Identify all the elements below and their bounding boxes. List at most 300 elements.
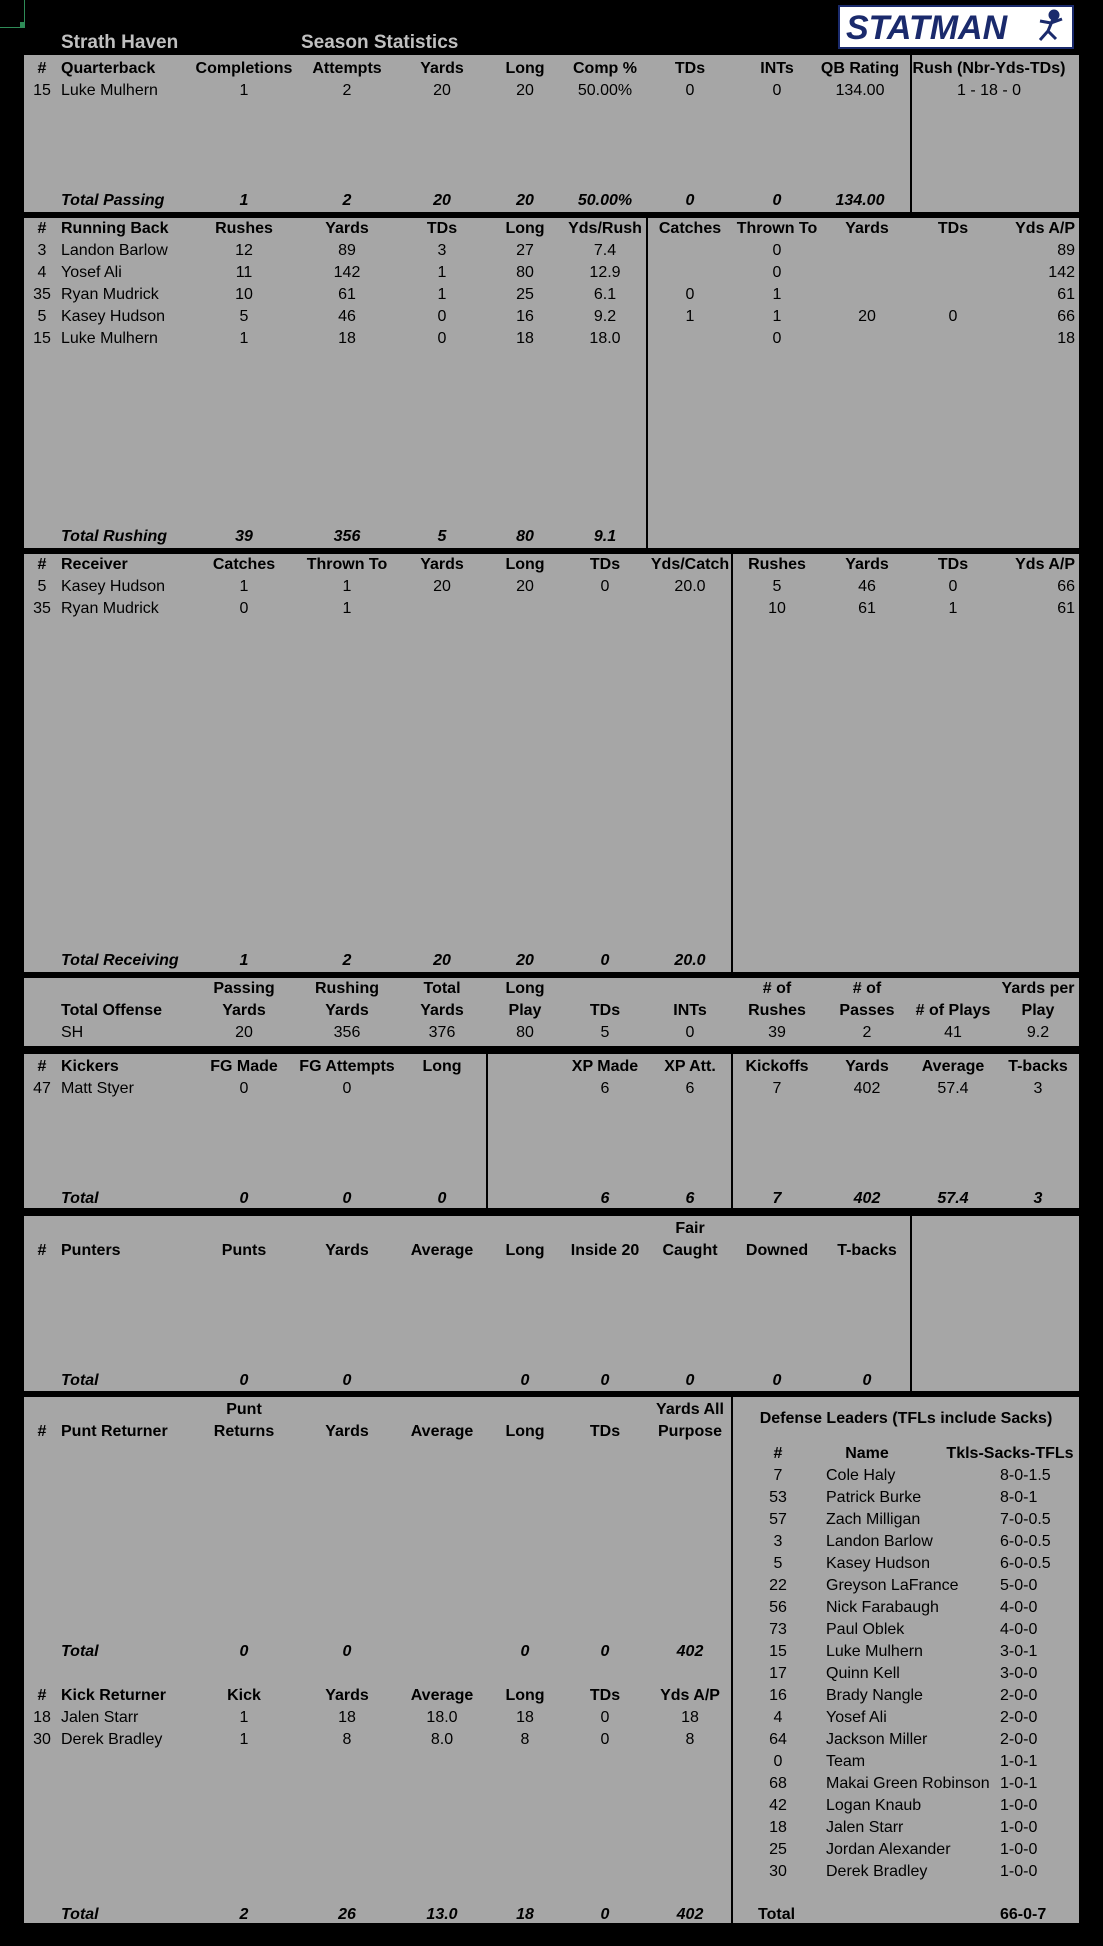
receiving-total-cell: Total Receiving: [61, 952, 179, 969]
passing-header-cell: Attempts: [312, 60, 382, 77]
receiving-total-cell: 20.0: [674, 952, 706, 969]
kick-return-row-cell: Jalen Starr: [61, 1709, 139, 1726]
defense-row-cell: 6-0-0.5: [1000, 1533, 1051, 1550]
punters-total-cell: 0: [239, 1372, 249, 1389]
punt-return-header-cell: Returns: [213, 1423, 275, 1440]
rushing-header-cell: #: [37, 220, 47, 237]
rushing-row-cell: 18: [338, 330, 356, 347]
receiving-total-cell: 20: [433, 952, 451, 969]
defense-row-cell: 5: [773, 1555, 783, 1572]
kickers-row-cell: 0: [342, 1080, 352, 1097]
rushing-row-cell: 5: [239, 308, 249, 325]
passing-row-cell: 1: [239, 82, 249, 99]
defense-row-cell: 2-0-0: [1000, 1709, 1038, 1726]
rushing-row-cell: 4: [37, 264, 47, 281]
receiving-header-cell: TDs: [937, 556, 969, 573]
rushing-row-cell: 0: [685, 286, 695, 303]
rushing-total-cell: 80: [516, 528, 534, 545]
receiving-header-cell: Thrown To: [306, 556, 388, 573]
rushing-row-cell: 3: [37, 242, 47, 259]
kickers-header-cell: T-backs: [1008, 1058, 1068, 1075]
offense-header-cell: Play: [508, 1002, 542, 1019]
offense-row-cell: 2: [862, 1024, 872, 1041]
receiving-row-cell: 10: [768, 600, 786, 617]
kickers-total-cell: 6: [685, 1190, 695, 1207]
rushing-header-cell: Thrown To: [736, 220, 818, 237]
rushing-row-cell: Landon Barlow: [61, 242, 168, 259]
punters-divider: [910, 1216, 912, 1391]
defense-row-cell: 1-0-0: [1000, 1819, 1038, 1836]
kick-return-total-cell: 13.0: [426, 1906, 458, 1923]
defense-row-cell: 1-0-0: [1000, 1863, 1038, 1880]
receiving-row-cell: 1: [342, 600, 352, 617]
defense-row-cell: 56: [769, 1599, 787, 1616]
passing-row-cell: Luke Mulhern: [61, 82, 158, 99]
rushing-row-cell: 61: [338, 286, 356, 303]
rushing-row-cell: 6.1: [593, 286, 617, 303]
receiving-row-cell: 20.0: [674, 578, 706, 595]
rushing-row-cell: 89: [338, 242, 356, 259]
punters-header-cell: Caught: [662, 1242, 718, 1259]
passing-header-cell: Yards: [420, 60, 464, 77]
punters-header-cell: Punters: [61, 1242, 121, 1259]
passing-total-cell: Total Passing: [61, 192, 165, 209]
defense-row-cell: Luke Mulhern: [826, 1643, 923, 1660]
runner-icon: [1040, 11, 1062, 40]
receiving-header-cell: #: [37, 556, 47, 573]
kick-return-row-cell: 8: [342, 1731, 352, 1748]
passing-row-cell: 15: [33, 82, 51, 99]
kick-return-row-cell: 1: [239, 1709, 249, 1726]
receiving-total-cell: 1: [239, 952, 249, 969]
defense-row-cell: Jordan Alexander: [826, 1841, 951, 1858]
defense-row-cell: Landon Barlow: [826, 1533, 933, 1550]
rushing-row-cell: 25: [516, 286, 534, 303]
receiving-row-cell: 1: [239, 578, 249, 595]
page-title: Season Statistics: [301, 32, 459, 53]
passing-header-cell: #: [37, 60, 47, 77]
offense-row-cell: 20: [235, 1024, 253, 1041]
receiving-row-cell: 5: [37, 578, 47, 595]
punters-header-cell: #: [37, 1242, 47, 1259]
punters-header-cell: Yards: [325, 1242, 369, 1259]
receiving-row-cell: 20: [516, 578, 534, 595]
rushing-header-cell: Yds/Rush: [568, 220, 642, 237]
rushing-row-cell: 9.2: [593, 308, 617, 325]
punt-return-header-cell: Punt: [226, 1401, 262, 1418]
punters-total-cell: Total: [61, 1372, 99, 1389]
rushing-total-cell: 9.1: [593, 528, 617, 545]
kick-return-row-cell: 8.0: [430, 1731, 454, 1748]
offense-header-cell: Passing: [213, 980, 275, 997]
offense-header-cell: Rushing: [315, 980, 379, 997]
kickers-row-cell: Matt Styer: [61, 1080, 134, 1097]
rushing-row-cell: 18: [1057, 330, 1075, 347]
defense-row-cell: 1-0-1: [1000, 1775, 1038, 1792]
rushing-header-cell: TDs: [426, 220, 458, 237]
receiving-section: [24, 554, 1079, 972]
receiving-row-cell: Ryan Mudrick: [61, 600, 159, 617]
rushing-row-cell: 46: [338, 308, 356, 325]
passing-row-cell: 134.00: [835, 82, 885, 99]
rushing-row-cell: Ryan Mudrick: [61, 286, 159, 303]
rushing-row-cell: 12.9: [589, 264, 621, 281]
punters-total-cell: 0: [520, 1372, 530, 1389]
defense-row-cell: 4-0-0: [1000, 1621, 1038, 1638]
punters-section: [24, 1216, 1079, 1391]
kick-return-total-cell: 402: [676, 1906, 704, 1923]
passing-total-cell: 50.00%: [577, 192, 633, 209]
kickers-header-cell: XP Att.: [664, 1058, 716, 1075]
rushing-header-cell: Rushes: [215, 220, 273, 237]
kickers-row-cell: 3: [1033, 1080, 1043, 1097]
rushing-row-cell: Yosef Ali: [61, 264, 122, 281]
kickers-header-cell: Average: [921, 1058, 985, 1075]
passing-total-cell: 134.00: [835, 192, 885, 209]
receiving-header-cell: Yds/Catch: [650, 556, 730, 573]
punters-header-cell: Downed: [745, 1242, 809, 1259]
rushing-row-cell: 35: [33, 286, 51, 303]
receiving-row-cell: 46: [858, 578, 876, 595]
offense-row-cell: 0: [685, 1024, 695, 1041]
rushing-row-cell: 1: [239, 330, 249, 347]
receiving-row-cell: 35: [33, 600, 51, 617]
kickers-total-cell: Total: [61, 1190, 99, 1207]
receiving-row-cell: 5: [772, 578, 782, 595]
rushing-row-cell: 142: [1048, 264, 1075, 281]
defense-header-cell: Name: [845, 1445, 889, 1462]
rushing-row-cell: 0: [772, 242, 782, 259]
passing-row-cell: 1 - 18 - 0: [956, 82, 1022, 99]
defense-row-cell: 2-0-0: [1000, 1731, 1038, 1748]
rushing-total-cell: Total Rushing: [61, 528, 168, 545]
kickers-divider-left: [486, 1054, 488, 1208]
passing-header-cell: Completions: [195, 60, 293, 77]
defense-row-cell: 1-0-0: [1000, 1797, 1038, 1814]
rushing-header-cell: Yds A/P: [1015, 220, 1075, 237]
kickers-row-cell: 7: [772, 1080, 782, 1097]
defense-row-cell: 1-0-0: [1000, 1841, 1038, 1858]
defense-header-cell: Tkls-Sacks-TFLs: [946, 1445, 1074, 1462]
defense-row-cell: Patrick Burke: [826, 1489, 922, 1506]
kick-return-row-cell: 18: [681, 1709, 699, 1726]
receiving-header-cell: Receiver: [61, 556, 128, 573]
receiving-row-cell: Kasey Hudson: [61, 578, 166, 595]
rushing-total-cell: 356: [333, 528, 361, 545]
receiving-header-cell: Yds A/P: [1015, 556, 1075, 573]
receiving-header-cell: Yards: [420, 556, 464, 573]
statman-logo: [838, 5, 1074, 49]
kick-return-total-cell: 26: [338, 1906, 356, 1923]
offense-header-cell: Yards: [420, 1002, 464, 1019]
defense-header-cell: #: [773, 1445, 783, 1462]
rushing-row-cell: 3: [437, 242, 447, 259]
defense-row-cell: 3: [773, 1533, 783, 1550]
passing-row-cell: 20: [433, 82, 451, 99]
punters-header-cell: Punts: [221, 1242, 267, 1259]
passing-total-cell: 2: [342, 192, 352, 209]
kick-return-header-cell: Kick Returner: [61, 1687, 166, 1704]
kickers-row-cell: 6: [685, 1080, 695, 1097]
rushing-row-cell: 7.4: [593, 242, 617, 259]
receiving-header-cell: Yards: [845, 556, 889, 573]
punters-header-cell: T-backs: [837, 1242, 897, 1259]
defense-row-cell: 4-0-0: [1000, 1599, 1038, 1616]
kickers-row-cell: 57.4: [937, 1080, 969, 1097]
receiving-row-cell: 1: [948, 600, 958, 617]
kickers-header-cell: Long: [422, 1058, 462, 1075]
kickers-total-cell: 57.4: [937, 1190, 969, 1207]
defense-row-cell: Quinn Kell: [826, 1665, 900, 1682]
rushing-header-cell: Yards: [845, 220, 889, 237]
kick-return-header-cell: Long: [505, 1687, 545, 1704]
offense-header-cell: Yards: [222, 1002, 266, 1019]
defense-row-cell: Cole Haly: [826, 1467, 896, 1484]
defense-row-cell: 42: [769, 1797, 787, 1814]
rushing-row-cell: 66: [1057, 308, 1075, 325]
defense-title: Defense Leaders (TFLs include Sacks): [759, 1410, 1053, 1427]
defense-row-cell: Logan Knaub: [826, 1797, 922, 1814]
defense-row-cell: 73: [769, 1621, 787, 1638]
defense-row-cell: Jackson Miller: [826, 1731, 928, 1748]
receiving-header-cell: TDs: [589, 556, 621, 573]
rushing-header-cell: Long: [505, 220, 545, 237]
rushing-row-cell: 1: [437, 286, 447, 303]
passing-total-cell: 0: [772, 192, 782, 209]
receiving-row-cell: 1: [342, 578, 352, 595]
receiving-divider: [731, 554, 733, 972]
defense-row-cell: 8-0-1: [1000, 1489, 1038, 1506]
kick-return-header-cell: Yards: [325, 1687, 369, 1704]
kickers-row-cell: 402: [853, 1080, 881, 1097]
passing-header-cell: Comp %: [573, 60, 637, 77]
offense-header-cell: Rushes: [748, 1002, 806, 1019]
kickers-total-cell: 0: [342, 1190, 352, 1207]
kickers-header-cell: FG Made: [210, 1058, 278, 1075]
returns-divider: [731, 1397, 733, 1923]
passing-header-cell: TDs: [674, 60, 706, 77]
rushing-row-cell: 15: [33, 330, 51, 347]
kickers-row-cell: 47: [33, 1080, 51, 1097]
offense-row-cell: 5: [600, 1024, 610, 1041]
kick-return-total-cell: 2: [239, 1906, 249, 1923]
defense-row-cell: Jalen Starr: [826, 1819, 904, 1836]
kickers-row-cell: 0: [239, 1080, 249, 1097]
rushing-row-cell: 1: [437, 264, 447, 281]
punt-return-total-cell: 0: [342, 1643, 352, 1660]
punters-total-cell: 0: [685, 1372, 695, 1389]
rushing-row-cell: 0: [948, 308, 958, 325]
rushing-row-cell: 0: [772, 330, 782, 347]
rushing-row-cell: 0: [437, 330, 447, 347]
punt-return-total-cell: 0: [239, 1643, 249, 1660]
rushing-row-cell: 89: [1057, 242, 1075, 259]
punters-total-cell: 0: [342, 1372, 352, 1389]
offense-header-cell: Passes: [839, 1002, 895, 1019]
punt-return-header-cell: Punt Returner: [61, 1423, 168, 1440]
defense-row-cell: 7: [773, 1467, 783, 1484]
rushing-row-cell: 18.0: [589, 330, 621, 347]
kick-return-row-cell: 1: [239, 1731, 249, 1748]
defense-row-cell: 0: [773, 1753, 783, 1770]
offense-header-cell: Play: [1021, 1002, 1055, 1019]
rushing-header-cell: Yards: [325, 220, 369, 237]
punt-return-header-cell: Yards: [325, 1423, 369, 1440]
defense-row-cell: 16: [769, 1687, 787, 1704]
defense-row-cell: Zach Milligan: [826, 1511, 921, 1528]
punters-header-cell: Long: [505, 1242, 545, 1259]
offense-row-cell: 376: [428, 1024, 456, 1041]
defense-row-cell: Yosef Ali: [826, 1709, 887, 1726]
kick-return-row-cell: 18.0: [426, 1709, 458, 1726]
punt-return-header-cell: Yards All: [656, 1401, 724, 1418]
offense-row-cell: 41: [944, 1024, 962, 1041]
rushing-row-cell: 16: [516, 308, 534, 325]
punters-header-cell: Average: [410, 1242, 474, 1259]
passing-row-cell: 50.00%: [577, 82, 633, 99]
kick-return-total-cell: 18: [516, 1906, 534, 1923]
rushing-row-cell: 5: [37, 308, 47, 325]
receiving-row-cell: 0: [239, 600, 249, 617]
rushing-total-cell: 5: [437, 528, 447, 545]
rushing-row-cell: 20: [858, 308, 876, 325]
receiving-row-cell: 61: [1057, 600, 1075, 617]
punt-return-total-cell: 402: [676, 1643, 704, 1660]
punt-return-header-cell: TDs: [589, 1423, 621, 1440]
defense-total-cell: 66-0-7: [1000, 1906, 1047, 1923]
receiving-header-cell: Catches: [212, 556, 276, 573]
defense-row-cell: Nick Farabaugh: [826, 1599, 939, 1616]
punt-return-header-cell: Average: [410, 1423, 474, 1440]
offense-header-cell: # of Plays: [915, 1002, 991, 1019]
offense-row-cell: 9.2: [1026, 1024, 1050, 1041]
defense-row-cell: 1-0-1: [1000, 1753, 1038, 1770]
defense-row-cell: 64: [769, 1731, 787, 1748]
kickers-total-cell: 0: [437, 1190, 447, 1207]
passing-header-cell: Rush (Nbr-Yds-TDs): [912, 60, 1066, 77]
defense-row-cell: 15: [769, 1643, 787, 1660]
passing-total-cell: 20: [516, 192, 534, 209]
defense-total-cell: Total: [758, 1906, 796, 1923]
defense-row-cell: Paul Oblek: [826, 1621, 905, 1638]
rushing-row-cell: 10: [235, 286, 253, 303]
defense-row-cell: 2-0-0: [1000, 1687, 1038, 1704]
kickers-total-cell: 6: [600, 1190, 610, 1207]
rushing-row-cell: 18: [516, 330, 534, 347]
receiving-row-cell: 20: [433, 578, 451, 595]
punters-header-cell: Fair: [675, 1220, 705, 1237]
receiving-header-cell: Long: [505, 556, 545, 573]
offense-header-cell: TDs: [589, 1002, 621, 1019]
kickers-header-cell: Kickers: [61, 1058, 119, 1075]
kick-return-row-cell: 0: [600, 1731, 610, 1748]
kick-return-header-cell: Kick: [227, 1687, 261, 1704]
rushing-row-cell: 1: [772, 286, 782, 303]
defense-row-cell: 4: [773, 1709, 783, 1726]
passing-header-cell: INTs: [760, 60, 794, 77]
rushing-row-cell: 0: [772, 264, 782, 281]
defense-row-cell: 6-0-0.5: [1000, 1555, 1051, 1572]
fill-handle[interactable]: [20, 22, 25, 27]
offense-row-cell: 356: [333, 1024, 361, 1041]
kickers-header-cell: Kickoffs: [745, 1058, 809, 1075]
defense-row-cell: 8-0-1.5: [1000, 1467, 1051, 1484]
defense-row-cell: Team: [826, 1753, 866, 1770]
defense-row-cell: 17: [769, 1665, 787, 1682]
punt-return-header-cell: #: [37, 1423, 47, 1440]
defense-row-cell: 5-0-0: [1000, 1577, 1038, 1594]
offense-header-cell: # of: [762, 980, 792, 997]
defense-row-cell: Kasey Hudson: [826, 1555, 931, 1572]
defense-row-cell: 7-0-0.5: [1000, 1511, 1051, 1528]
punters-header-cell: Inside 20: [570, 1242, 640, 1259]
kickers-header-cell: #: [37, 1058, 47, 1075]
defense-row-cell: 18: [769, 1819, 787, 1836]
kick-return-header-cell: Average: [410, 1687, 474, 1704]
offense-header-cell: Total: [423, 980, 461, 997]
defense-row-cell: Greyson LaFrance: [826, 1577, 959, 1594]
punt-return-header-cell: Long: [505, 1423, 545, 1440]
kick-return-header-cell: #: [37, 1687, 47, 1704]
passing-row-cell: 0: [685, 82, 695, 99]
kick-return-header-cell: TDs: [589, 1687, 621, 1704]
kick-return-row-cell: 30: [33, 1731, 51, 1748]
kick-return-row-cell: 18: [338, 1709, 356, 1726]
offense-row-cell: 39: [768, 1024, 786, 1041]
kickers-total-cell: 0: [239, 1190, 249, 1207]
offense-row-cell: 80: [516, 1024, 534, 1041]
offense-label: Total Offense: [61, 1002, 163, 1019]
punt-return-total-cell: 0: [520, 1643, 530, 1660]
rushing-section: [24, 218, 1079, 548]
kick-return-row-cell: Derek Bradley: [61, 1731, 163, 1748]
kick-return-header-cell: Yds A/P: [660, 1687, 720, 1704]
defense-row-cell: 22: [769, 1577, 787, 1594]
rushing-row-cell: 11: [235, 264, 253, 281]
receiving-row-cell: 61: [858, 600, 876, 617]
defense-row-cell: 68: [769, 1775, 787, 1792]
rushing-row-cell: 1: [685, 308, 695, 325]
kick-return-row-cell: 8: [520, 1731, 530, 1748]
kickers-header-cell: Yards: [845, 1058, 889, 1075]
kickers-header-cell: XP Made: [571, 1058, 639, 1075]
kickers-total-cell: 7: [772, 1190, 782, 1207]
kickers-total-cell: 402: [853, 1190, 881, 1207]
defense-row-cell: Makai Green Robinson: [826, 1775, 990, 1792]
kickers-header-cell: FG Attempts: [299, 1058, 395, 1075]
punters-total-cell: 0: [772, 1372, 782, 1389]
rushing-row-cell: Kasey Hudson: [61, 308, 166, 325]
defense-row-cell: Derek Bradley: [826, 1863, 928, 1880]
rushing-header-cell: TDs: [937, 220, 969, 237]
offense-header-cell: Yards per: [1001, 980, 1075, 997]
punters-total-cell: 0: [600, 1372, 610, 1389]
passing-total-cell: 20: [433, 192, 451, 209]
receiving-row-cell: 0: [948, 578, 958, 595]
passing-row-cell: 20: [516, 82, 534, 99]
receiving-row-cell: 0: [600, 578, 610, 595]
receiving-total-cell: 2: [342, 952, 352, 969]
rushing-row-cell: 12: [235, 242, 253, 259]
offense-header-cell: Yards: [325, 1002, 369, 1019]
kickers-divider-right: [731, 1054, 733, 1208]
kick-return-row-cell: 8: [685, 1731, 695, 1748]
punt-return-header-cell: Purpose: [657, 1423, 723, 1440]
defense-row-cell: Brady Nangle: [826, 1687, 923, 1704]
rushing-header-cell: Catches: [658, 220, 722, 237]
logo-text: STATMAN: [846, 9, 1008, 47]
receiving-total-cell: 0: [600, 952, 610, 969]
